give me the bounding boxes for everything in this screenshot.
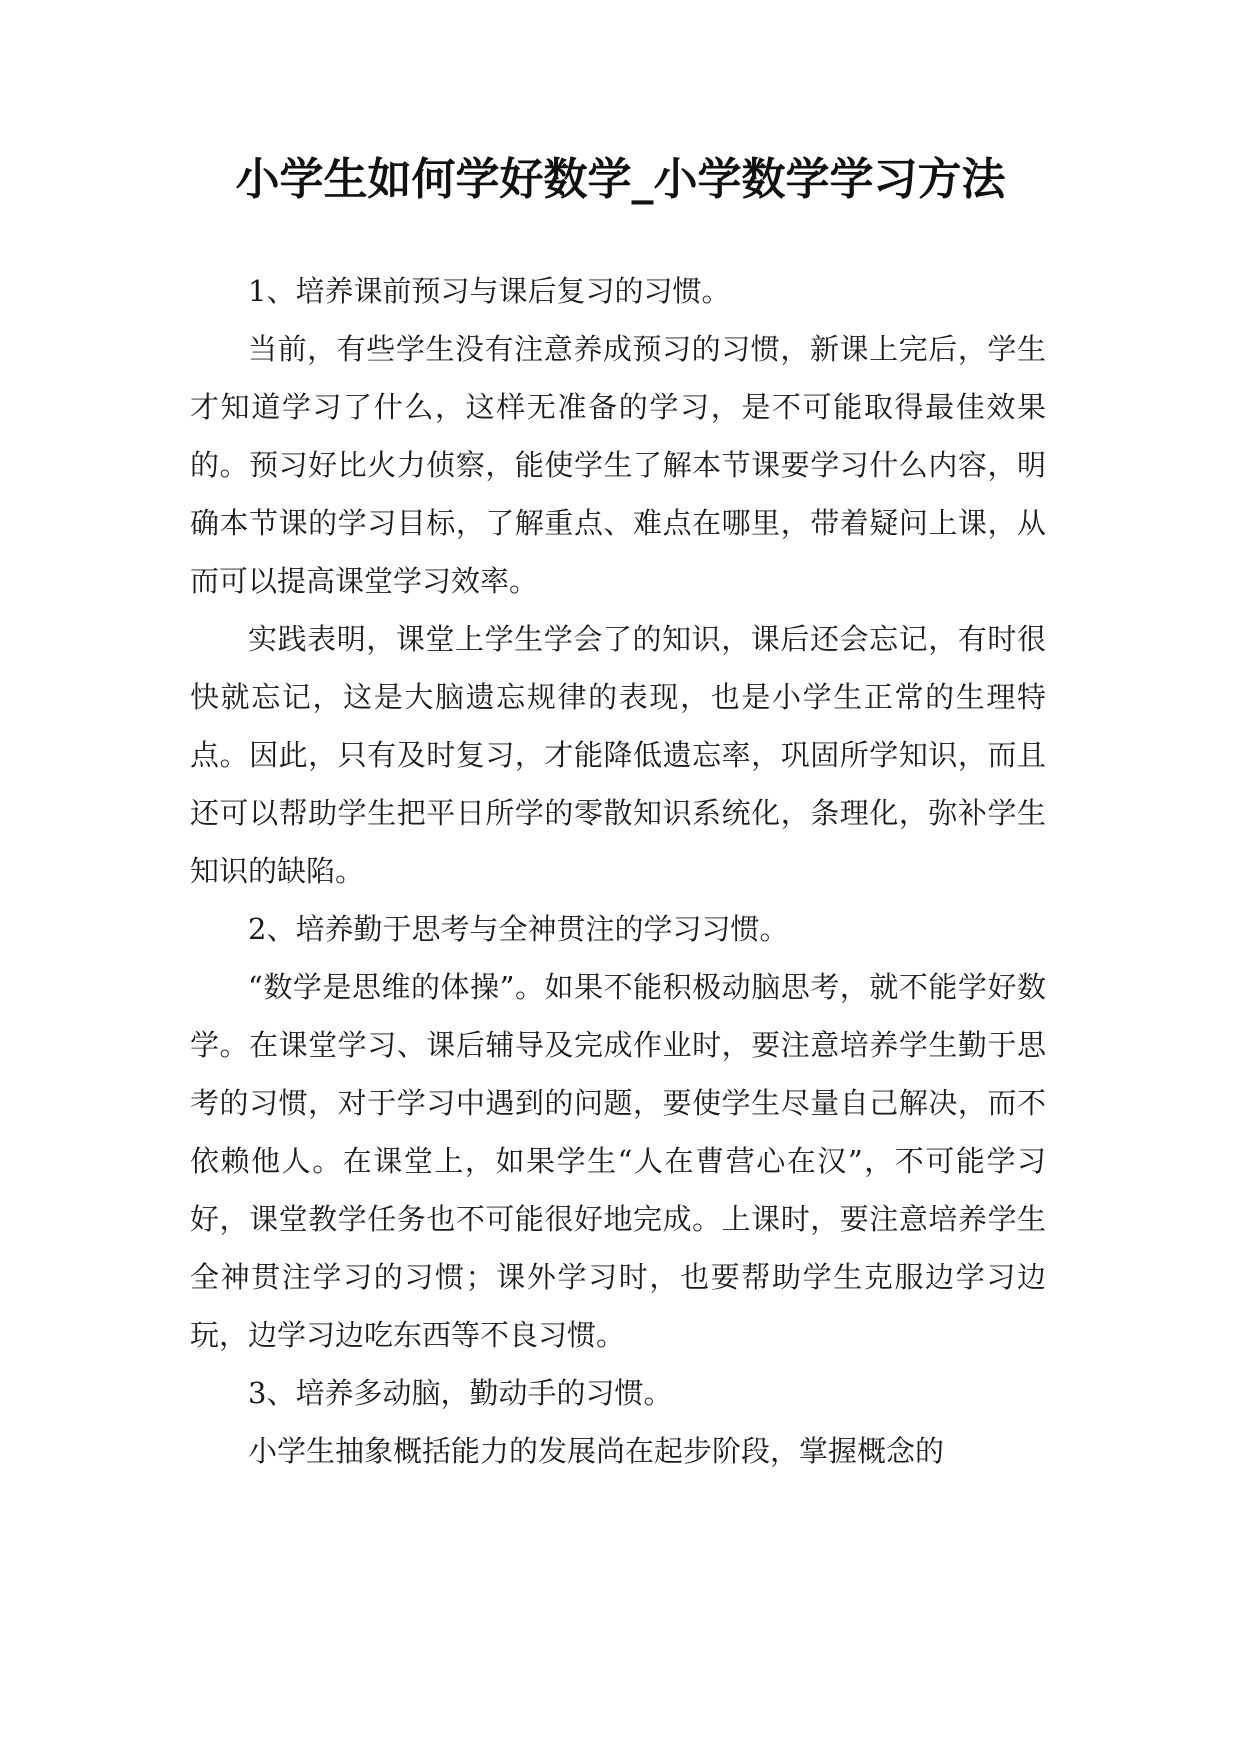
- section-heading-3: 3、培养多动脑，勤动手的习惯。: [248, 1376, 673, 1410]
- paragraph-abstract-ability: 小学生抽象概括能力的发展尚在起步阶段，掌握概念的: [248, 1434, 945, 1468]
- paragraph-review-habit: 实践表明，课堂上学生学会了的知识，课后还会忘记，有时很快就忘记，这是大脑遗忘规律的表现，也是小学生正常的生理特点。因此，只有及时复习，才能降低遗忘率，巩固所学知识，而且还可以帮助学生把平日所学的零散知识系统化，条理化，弥补学生知识的缺陷。: [190, 622, 1046, 888]
- paragraph-preview-habit: 当前，有些学生没有注意养成预习的习惯，新课上完后，学生才知道学习了什么，这样无准备的学习，是不可能取得最佳效果的。预习好比火力侦察，能使学生了解本节课要学习什么内容，明确本节课的学习目标，了解重点、难点在哪里，带着疑问上课，从而可以提高课堂学习效率。: [190, 332, 1046, 598]
- section-heading-2: 2、培养勤于思考与全神贯注的学习习惯。: [248, 912, 789, 946]
- document-title: 小学生如何学好数学_小学数学学习方法: [235, 154, 1006, 205]
- document-body: [190, 262, 1046, 1480]
- paragraph-thinking-habit: “数学是思维的体操”。如果不能积极动脑思考，就不能学好数学。在课堂学习、课后辅导及完成作业时，要注意培养学生勤于思考的习惯，对于学习中遇到的问题，要使学生尽量自己解决，而不依赖他人。在课堂上，如果学生“人在曹营心在汉”，不可能学习好，课堂教学任务也不可能很好地完成。上课时，要注意培养学生全神贯注学习的习惯；课外学习时，也要帮助学生克服边学习边玩，边学习边吃东西等不良习惯。: [190, 970, 1046, 1352]
- section-heading-1: 1、培养课前预习与课后复习的习惯。: [248, 274, 731, 308]
